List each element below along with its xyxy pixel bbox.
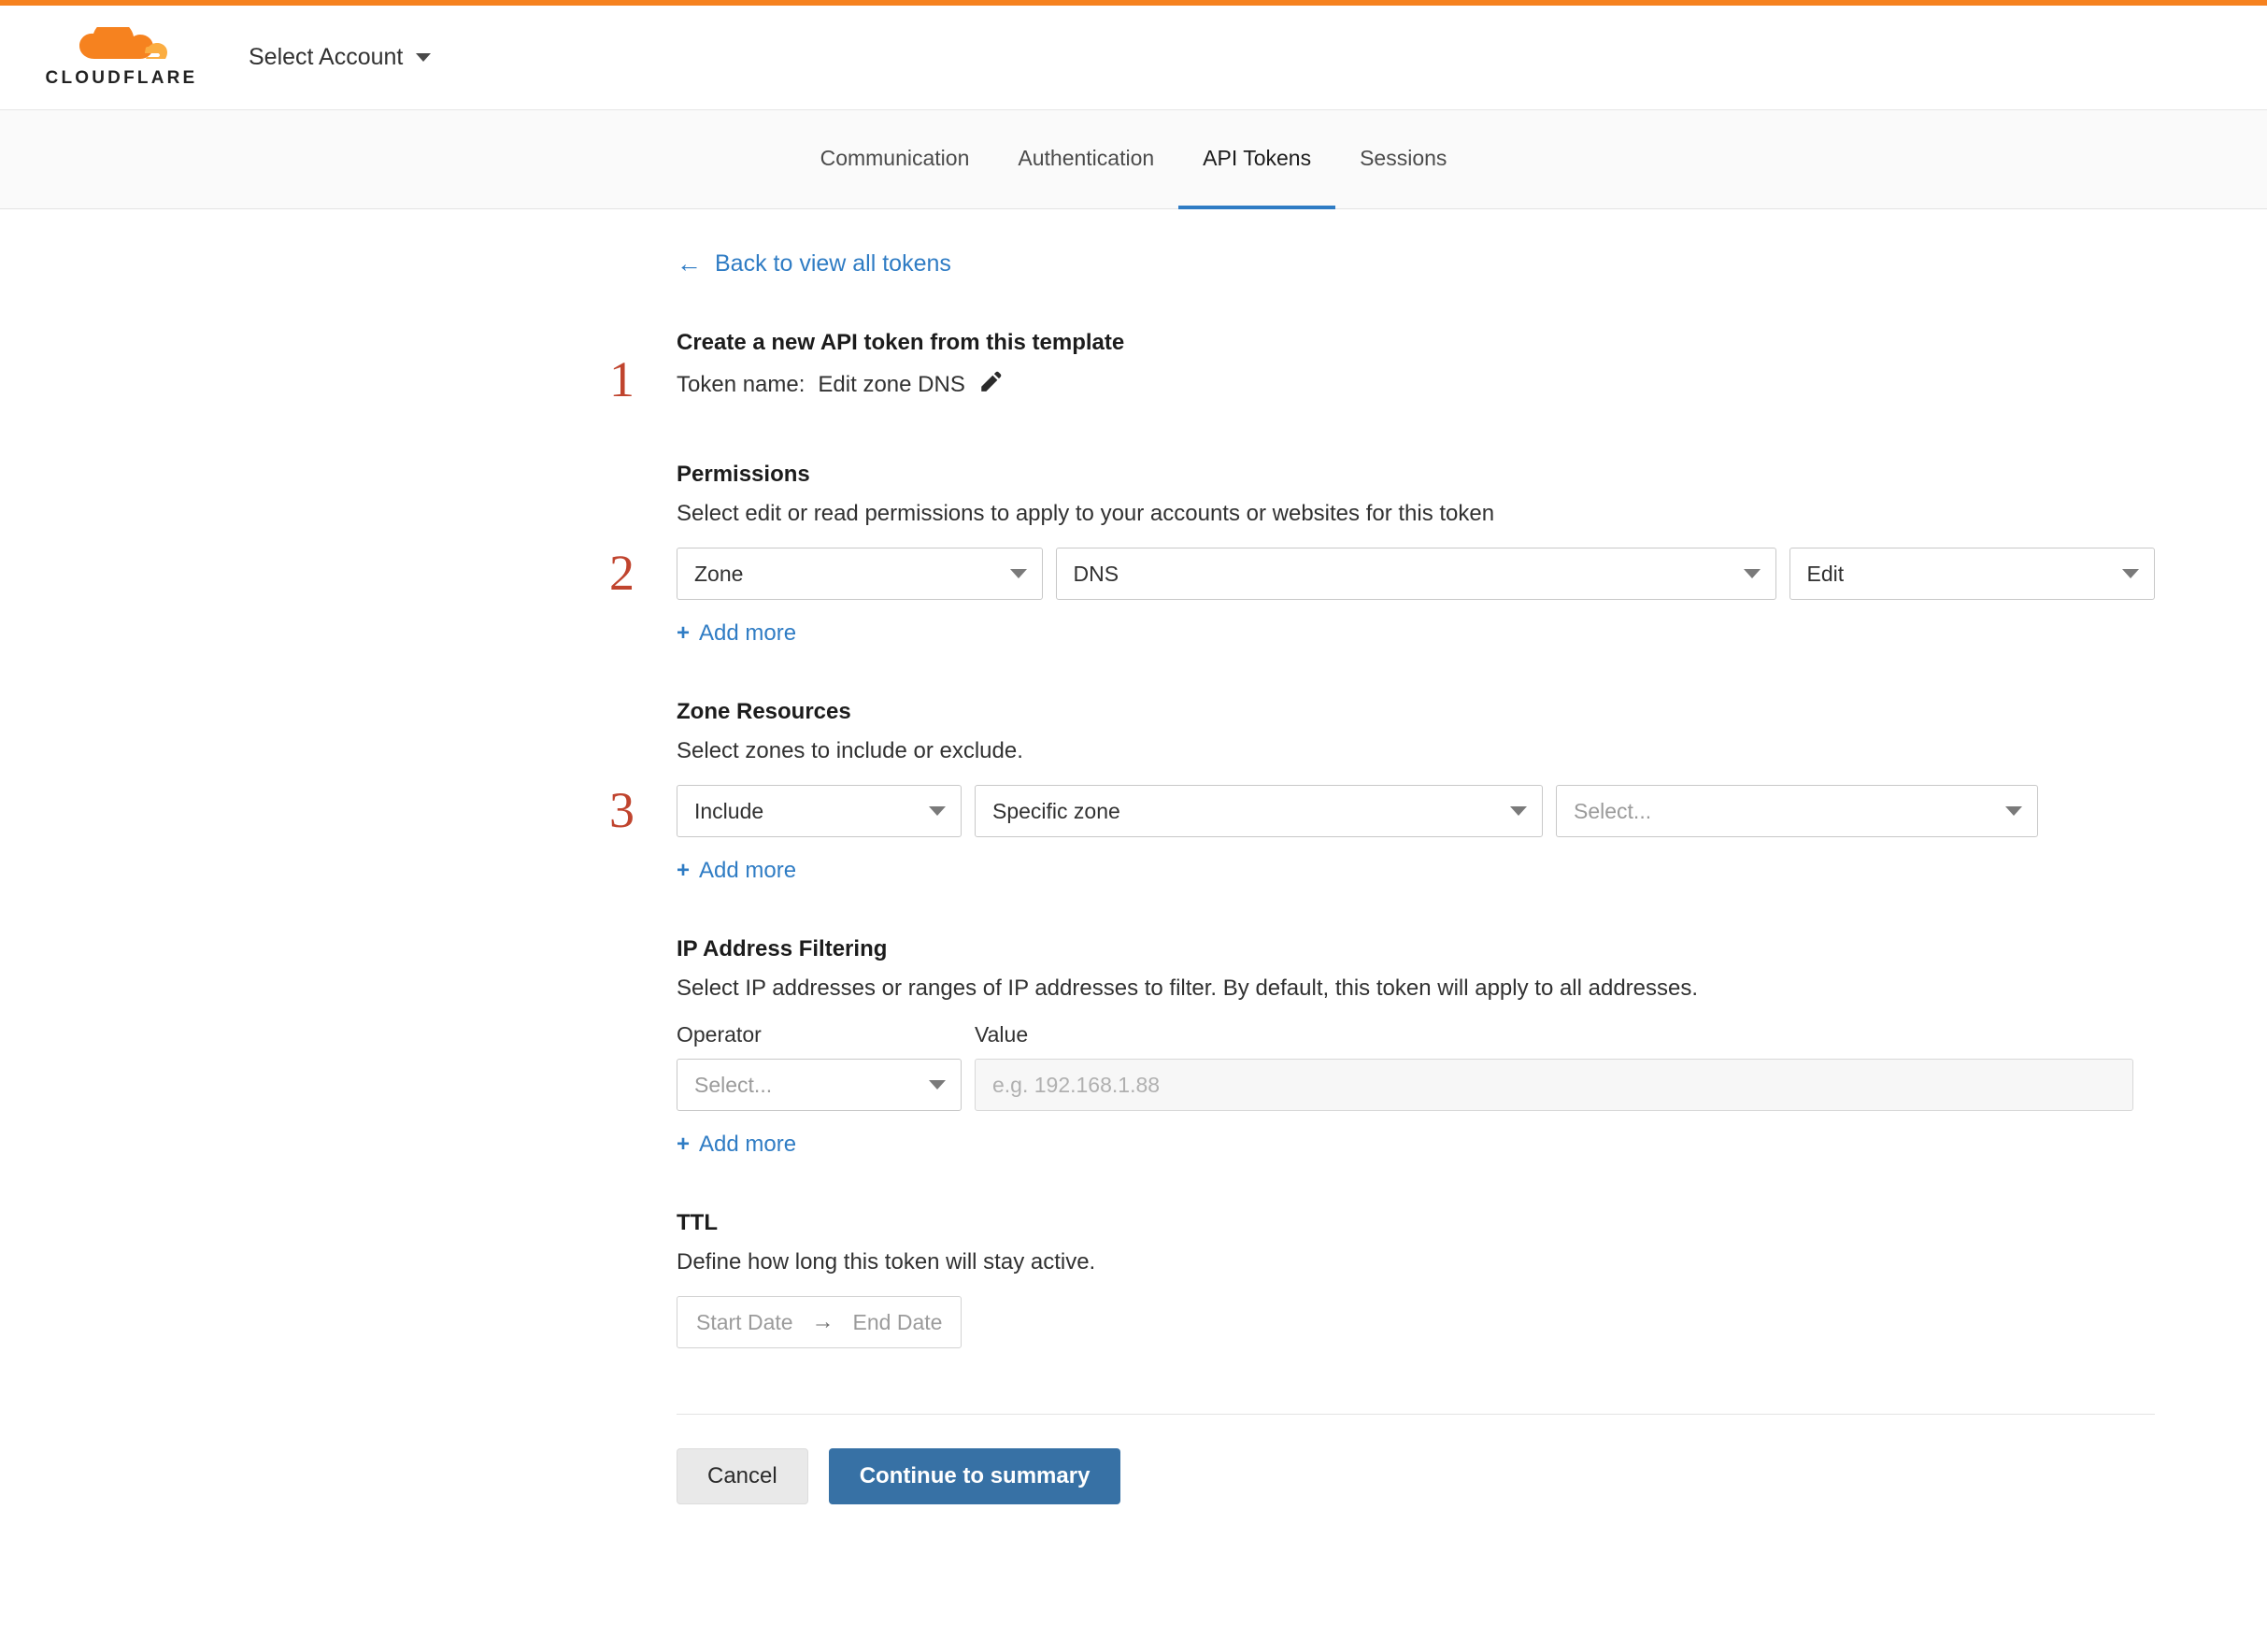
arrow-right-icon: → bbox=[811, 1309, 834, 1334]
ip-operator-select[interactable] bbox=[677, 1059, 962, 1111]
continue-to-summary-button[interactable]: Continue to summary bbox=[829, 1448, 1121, 1504]
tab-sessions[interactable]: Sessions bbox=[1360, 146, 1447, 170]
permissions-title: Permissions bbox=[677, 462, 810, 487]
plus-icon: + bbox=[677, 1132, 691, 1157]
pencil-icon[interactable] bbox=[978, 369, 1003, 400]
step-number-1: 1 bbox=[609, 351, 634, 407]
zone-resources-add-more-label: Add more bbox=[699, 858, 797, 883]
ttl-date-range-picker[interactable] bbox=[677, 1296, 962, 1348]
ip-filtering-labels bbox=[677, 1022, 2155, 1047]
ttl-title: TTL bbox=[677, 1210, 718, 1235]
back-to-tokens-link[interactable] bbox=[677, 250, 951, 278]
ip-value-placeholder: e.g. 192.168.1.88 bbox=[992, 1072, 1161, 1097]
page-bottom-spacer bbox=[0, 1635, 2267, 1652]
cloud-icon bbox=[66, 27, 177, 66]
section-tabs bbox=[0, 110, 2267, 209]
zone-name-select[interactable] bbox=[1556, 785, 2038, 837]
permissions-description: Select edit or read permissions to apply to your accounts or websites for this token bbox=[677, 501, 1495, 526]
zone-scope-value: Specific zone bbox=[992, 798, 1120, 823]
ip-value-input[interactable] bbox=[975, 1059, 2133, 1111]
plus-icon: + bbox=[677, 620, 691, 646]
ip-filtering-section bbox=[677, 936, 2155, 1158]
permission-scope-value: Zone bbox=[694, 561, 744, 586]
template-section bbox=[609, 330, 2155, 407]
footer-actions bbox=[677, 1448, 2155, 1504]
ttl-end-date-input[interactable]: End Date bbox=[852, 1309, 943, 1334]
token-name-value: Edit zone DNS bbox=[818, 371, 965, 397]
ip-filtering-add-more-button[interactable] bbox=[677, 1132, 796, 1158]
account-selector[interactable] bbox=[249, 44, 431, 71]
ip-filtering-title: IP Address Filtering bbox=[677, 936, 888, 961]
tab-authentication[interactable]: Authentication bbox=[1018, 146, 1155, 170]
tab-api-tokens[interactable]: API Tokens bbox=[1178, 111, 1335, 209]
back-to-tokens-label: Back to view all tokens bbox=[715, 250, 951, 277]
zone-resources-add-more-button[interactable] bbox=[677, 858, 796, 884]
permission-access-value: Edit bbox=[1806, 561, 1845, 586]
zone-inclusion-select[interactable] bbox=[677, 785, 962, 837]
app-header bbox=[0, 6, 2267, 110]
step-number-3: 3 bbox=[609, 782, 634, 838]
operator-label: Operator bbox=[677, 1022, 762, 1047]
ip-filtering-description: Select IP addresses or ranges of IP addresses to filter. By default, this token will apply to all addresses. bbox=[677, 976, 1699, 1001]
value-label: Value bbox=[975, 1022, 1029, 1047]
ip-filtering-row bbox=[677, 1059, 2155, 1111]
chevron-down-icon bbox=[2122, 569, 2139, 578]
chevron-down-icon bbox=[929, 1080, 946, 1089]
main-content bbox=[0, 209, 2267, 1504]
zone-scope-select[interactable] bbox=[975, 785, 1543, 837]
zone-name-value: Select... bbox=[1574, 798, 1652, 823]
ttl-description: Define how long this token will stay active. bbox=[677, 1249, 1096, 1275]
footer-divider bbox=[677, 1414, 2155, 1415]
plus-icon: + bbox=[677, 858, 691, 883]
permission-resource-select[interactable] bbox=[1056, 548, 1776, 600]
tab-communication[interactable]: Communication bbox=[820, 146, 970, 170]
ttl-start-date-input[interactable]: Start Date bbox=[696, 1309, 793, 1334]
step-number-2: 2 bbox=[609, 545, 634, 601]
zone-resources-title: Zone Resources bbox=[677, 699, 851, 724]
chevron-down-icon bbox=[1744, 569, 1761, 578]
chevron-down-icon bbox=[1010, 569, 1027, 578]
zone-resources-description: Select zones to include or exclude. bbox=[677, 738, 1023, 763]
permissions-add-more-label: Add more bbox=[699, 620, 797, 646]
template-title: Create a new API token from this template bbox=[677, 330, 1125, 355]
chevron-down-icon bbox=[416, 53, 431, 62]
permissions-section bbox=[609, 462, 2155, 647]
chevron-down-icon bbox=[929, 806, 946, 816]
zone-resources-section bbox=[609, 699, 2155, 884]
permission-access-select[interactable] bbox=[1789, 548, 2156, 600]
chevron-down-icon bbox=[1510, 806, 1527, 816]
cancel-button[interactable]: Cancel bbox=[677, 1448, 808, 1504]
cloudflare-logo[interactable] bbox=[28, 27, 215, 89]
brand-wordmark: CLOUDFLARE bbox=[45, 67, 198, 88]
chevron-down-icon bbox=[2005, 806, 2022, 816]
permissions-row bbox=[677, 548, 2155, 600]
zone-resources-row bbox=[677, 785, 2155, 837]
ip-filtering-add-more-label: Add more bbox=[699, 1132, 797, 1157]
zone-inclusion-value: Include bbox=[694, 798, 764, 823]
permissions-add-more-button[interactable] bbox=[677, 620, 796, 647]
permission-scope-select[interactable] bbox=[677, 548, 1043, 600]
token-name-row bbox=[677, 369, 2155, 400]
ttl-section bbox=[677, 1210, 2155, 1348]
permission-resource-value: DNS bbox=[1073, 561, 1119, 586]
token-name-label: Token name: bbox=[677, 371, 806, 397]
ip-operator-value: Select... bbox=[694, 1072, 773, 1097]
account-selector-label: Select Account bbox=[249, 44, 404, 70]
arrow-left-icon: ← bbox=[677, 249, 702, 278]
